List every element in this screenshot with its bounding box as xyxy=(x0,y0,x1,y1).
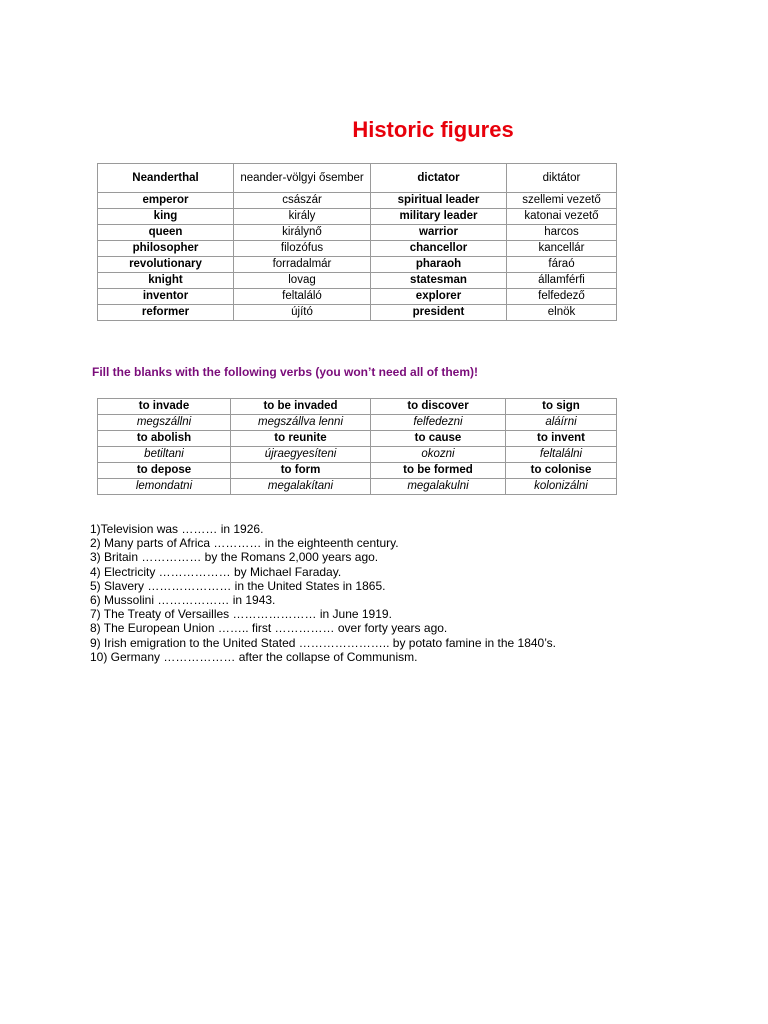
english-word-cell: philosopher xyxy=(98,241,234,257)
english-word-cell: warrior xyxy=(371,225,507,241)
exercise-sentence: 2) Many parts of Africa ………… in the eighteenth century. xyxy=(90,536,399,551)
hungarian-word-cell: filozófus xyxy=(234,241,371,257)
verb-cell: to invade xyxy=(98,399,231,415)
table-row xyxy=(98,431,617,447)
exercise-sentence: 4) Electricity ……………… by Michael Faraday. xyxy=(90,564,342,579)
verb-translation-cell: betiltani xyxy=(98,447,231,463)
english-word-cell: knight xyxy=(98,273,234,289)
exercise-list xyxy=(90,522,556,664)
verb-cell: to cause xyxy=(371,431,506,447)
hungarian-word-cell: lovag xyxy=(234,273,371,289)
verb-cell: to sign xyxy=(506,399,617,415)
verb-translation-cell: megszállva lenni xyxy=(231,415,371,431)
table-row xyxy=(98,241,617,257)
hungarian-word-cell: diktátor xyxy=(507,164,617,193)
table-row xyxy=(98,415,617,431)
hungarian-word-cell: elnök xyxy=(507,305,617,321)
english-word-cell: statesman xyxy=(371,273,507,289)
verb-translation-cell: megalakulni xyxy=(371,479,506,495)
english-word-cell: revolutionary xyxy=(98,257,234,273)
exercise-sentence: 7) The Treaty of Versailles ………………… in June 1919. xyxy=(90,607,392,622)
hungarian-word-cell: kancellár xyxy=(507,241,617,257)
verb-cell: to be formed xyxy=(371,463,506,479)
table-row xyxy=(98,164,617,193)
hungarian-word-cell: forradalmár xyxy=(234,257,371,273)
table-row xyxy=(98,225,617,241)
english-word-cell: military leader xyxy=(371,209,507,225)
table-row xyxy=(98,273,617,289)
english-word-cell: queen xyxy=(98,225,234,241)
verb-cell: to colonise xyxy=(506,463,617,479)
english-word-cell: king xyxy=(98,209,234,225)
table-row xyxy=(98,209,617,225)
verb-cell: to reunite xyxy=(231,431,371,447)
table-row xyxy=(98,447,617,463)
verb-translation-cell: okozni xyxy=(371,447,506,463)
exercise-sentence: 8) The European Union …….. first …………… over forty years ago. xyxy=(90,621,448,636)
table-row xyxy=(98,479,617,495)
english-word-cell: emperor xyxy=(98,193,234,209)
hungarian-word-cell: neander-völgyi ősember xyxy=(234,164,371,193)
table-row xyxy=(98,305,617,321)
english-word-cell: chancellor xyxy=(371,241,507,257)
verb-translation-cell: megszállni xyxy=(98,415,231,431)
english-word-cell: reformer xyxy=(98,305,234,321)
hungarian-word-cell: fáraó xyxy=(507,257,617,273)
verb-cell: to depose xyxy=(98,463,231,479)
exercise-sentence: 1)Television was ……… in 1926. xyxy=(90,522,264,536)
table-row xyxy=(98,399,617,415)
page-title xyxy=(0,117,708,143)
hungarian-word-cell: katonai vezető xyxy=(507,209,617,225)
english-word-cell: spiritual leader xyxy=(371,193,507,209)
english-word-cell: president xyxy=(371,305,507,321)
exercise-sentence: 10) Germany ……………… after the collapse of Communism. xyxy=(90,649,418,664)
hungarian-word-cell: szellemi vezető xyxy=(507,193,617,209)
verb-cell: to abolish xyxy=(98,431,231,447)
verb-translation-cell: lemondatni xyxy=(98,479,231,495)
exercise-sentence: 3) Britain …………… by the Romans 2,000 years ago. xyxy=(90,550,379,565)
english-word-cell: pharaoh xyxy=(371,257,507,273)
verb-cell: to be invaded xyxy=(231,399,371,415)
verb-translation-cell: aláírni xyxy=(506,415,617,431)
hungarian-word-cell: újító xyxy=(234,305,371,321)
table-row xyxy=(98,257,617,273)
verb-translation-cell: feltalálni xyxy=(506,447,617,463)
hungarian-word-cell: császár xyxy=(234,193,371,209)
verb-cell: to form xyxy=(231,463,371,479)
english-word-cell: inventor xyxy=(98,289,234,305)
verb-translation-cell: felfedezni xyxy=(371,415,506,431)
verb-cell: to invent xyxy=(506,431,617,447)
verbs-table xyxy=(97,398,617,495)
hungarian-word-cell: harcos xyxy=(507,225,617,241)
table-row xyxy=(98,463,617,479)
hungarian-word-cell: király xyxy=(234,209,371,225)
hungarian-word-cell: feltaláló xyxy=(234,289,371,305)
table-row xyxy=(98,289,617,305)
hungarian-word-cell: felfedező xyxy=(507,289,617,305)
exercise-sentence: 5) Slavery ………………… in the United States in 1865. xyxy=(90,578,386,593)
hungarian-word-cell: államférfi xyxy=(507,273,617,289)
english-word-cell: explorer xyxy=(371,289,507,305)
verb-translation-cell: kolonizálni xyxy=(506,479,617,495)
exercise-instruction: Fill the blanks with the following verbs (you won’t need all of them)! xyxy=(92,365,479,379)
exercise-sentence: 6) Mussolini ……………… in 1943. xyxy=(90,593,276,608)
verb-cell: to discover xyxy=(371,399,506,415)
page-title-text: Historic figures xyxy=(352,117,514,142)
table-row xyxy=(98,193,617,209)
hungarian-word-cell: királynő xyxy=(234,225,371,241)
english-word-cell: dictator xyxy=(371,164,507,193)
vocabulary-table xyxy=(97,163,617,321)
verb-translation-cell: megalakítani xyxy=(231,479,371,495)
verb-translation-cell: újraegyesíteni xyxy=(231,447,371,463)
english-word-cell: Neanderthal xyxy=(98,164,234,193)
exercise-sentence: 9) Irish emigration to the United Stated ………………….. by potato famine in the 1840’s. xyxy=(90,635,557,650)
